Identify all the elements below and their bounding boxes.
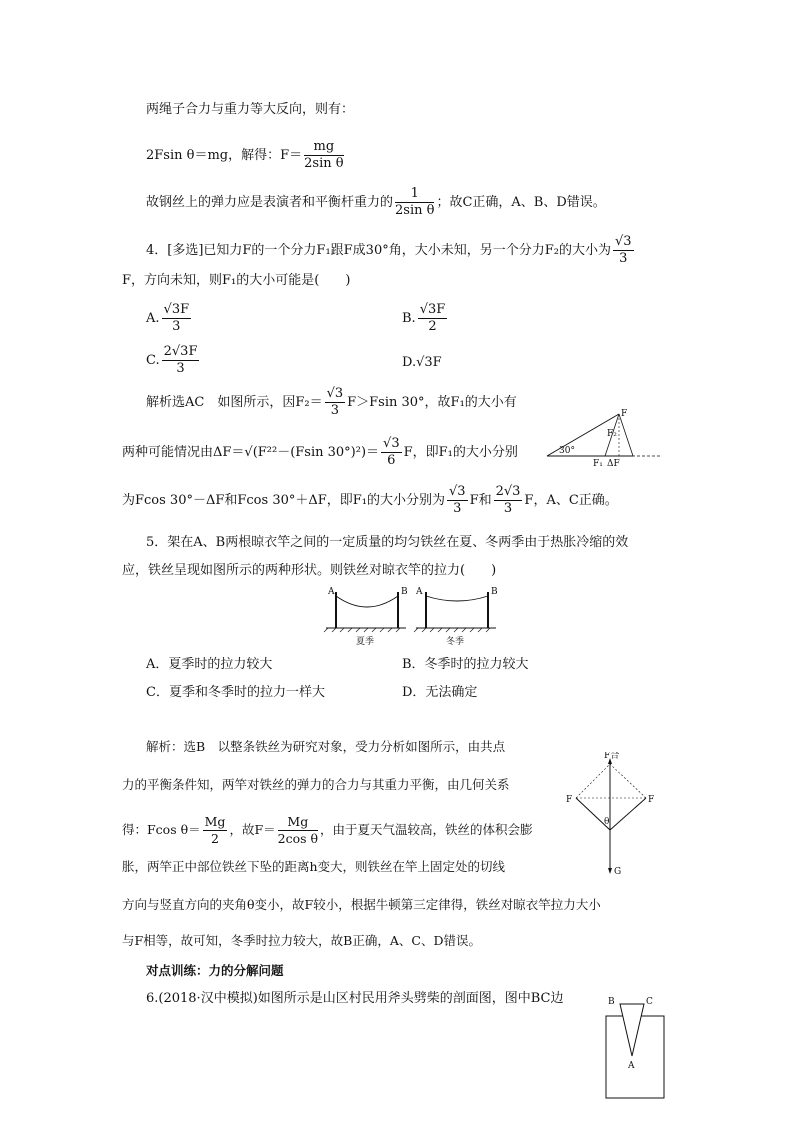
option-b: B．冬季时的拉力较大 — [402, 657, 529, 672]
question-5-stem: 5．架在A、B两根晾衣竿之间的一定质量的均匀铁丝在夏、冬两季由于热胀冷缩的效 — [146, 535, 629, 550]
question-4-stem-cont: F，方向未知，则F₁的大小可能是( ) — [122, 273, 351, 288]
label-F: F — [621, 409, 628, 419]
summer-label: 夏季 — [356, 637, 375, 647]
fraction: $\frac{1}{\text{2sin θ}}$ — [395, 186, 435, 218]
analysis-5-line2: 力的平衡条件知，两竿对铁丝的弹力的合力与其重力平衡，由几何关系 — [122, 777, 510, 792]
analysis-5-line4: 胀，两竿正中部位铁丝下坠的距离h变大，则铁丝在竿上固定处的切线 — [122, 859, 506, 874]
label-dF: ΔF — [607, 459, 620, 469]
option-c: C. $\frac{2√3F}{3}$ — [146, 344, 198, 376]
analysis-4-line2: 两种可能情况由ΔF＝√(F²²－(Fsin 30°)²)＝ $\frac{√3}{6}$ F，即F₁的大小分别 — [122, 436, 518, 468]
label-G: G — [614, 867, 622, 877]
analysis-5-line5: 方向与竖直方向的夹角θ变小，故F较小，根据牛顿第三定律得，铁丝对晾衣竿拉力大小 — [122, 897, 601, 912]
analysis-4-line3: 为Fcos 30°－ΔF和Fcos 30°＋ΔF，即F₁的大小分别为 $\frac{√3}{3}$ F和 $\frac{2√3}{3}$ F，A、C正确。 — [122, 484, 618, 516]
text-line: 故钢丝上的弹力应是表演者和平衡杆重力的 $\frac{1}{\text{2sin θ}}$ ；故C正确，A、B、D错误。 — [146, 186, 606, 218]
label-Fhe: F合 — [604, 752, 620, 761]
text: 2Fsin θ＝mg，解得：F＝ — [146, 148, 303, 163]
analysis-5-line6: 与F相等，故可知，冬季时拉力较大，故B正确，A、C、D错误。 — [122, 933, 481, 948]
option-d: D.√3F — [402, 355, 442, 370]
summer-label-a: A — [328, 587, 335, 597]
question-5-stem-cont: 应，铁丝呈现如图所示的两种形状。则铁丝对晾衣竿的拉力( ) — [122, 563, 497, 578]
option-d: D．无法确定 — [402, 685, 478, 700]
force-diagram-figure — [562, 752, 662, 882]
equation-line — [146, 139, 346, 172]
force-decomposition-figure — [545, 408, 665, 470]
summer-label-b: B — [401, 587, 408, 597]
analysis-5-line3: 得：Fcos θ＝ $\frac{Mg}{2}$ ，故F＝ $\frac{Mg}{\text{2cos θ}}$ ，由于夏天气温较高，铁丝的体积会膨 — [122, 814, 533, 846]
option-c: C．夏季和冬季时的拉力一样大 — [146, 685, 325, 700]
question-4-stem: 4．[多选]已知力F的一个分力F₁跟F成30°角，大小未知，另一个分力F₂的大小为 $\frac{√3}{3}$ — [146, 234, 632, 266]
analysis-4-line1: 解析选AC 如图所示，因F₂＝ $\frac{√3}{3}$ F＞Fsin 30°，故F₁的大小有 — [146, 386, 517, 418]
option-b: B. $\frac{√3F}{2}$ — [402, 302, 446, 334]
label-C: C — [646, 997, 653, 1007]
winter-label-a: A — [416, 587, 423, 597]
axe-figure — [600, 994, 670, 1106]
fraction: $\frac{mg}{\text{2sin θ}}$ — [304, 139, 344, 171]
text-line: 两绳子合力与重力等大反向，则有： — [146, 102, 355, 117]
analysis-5-line1: 解析：选B 以整条铁丝为研究对象，受力分析如图所示，由共点 — [146, 739, 506, 754]
clothesline-figure — [322, 584, 502, 650]
option-a: A. $\frac{√3F}{3}$ — [146, 302, 190, 334]
label-F2: F₂ — [607, 429, 617, 439]
winter-label-b: B — [491, 587, 498, 597]
label-B: B — [608, 997, 615, 1007]
winter-label: 冬季 — [446, 637, 465, 647]
label-F-left: F — [566, 795, 573, 805]
label-theta: θ — [604, 817, 610, 827]
question-6-stem: 6.(2018·汉中模拟)如图所示是山区村民用斧头劈柴的剖面图，图中BC边 — [146, 991, 564, 1006]
label-A: A — [628, 1061, 635, 1071]
label-F1: F₁ — [593, 459, 603, 469]
option-a: A．夏季时的拉力较大 — [146, 657, 273, 672]
section-heading: 对点训练：力的分解问题 — [146, 963, 284, 978]
label-F-right: F — [648, 795, 655, 805]
label-angle: 30° — [559, 446, 575, 456]
